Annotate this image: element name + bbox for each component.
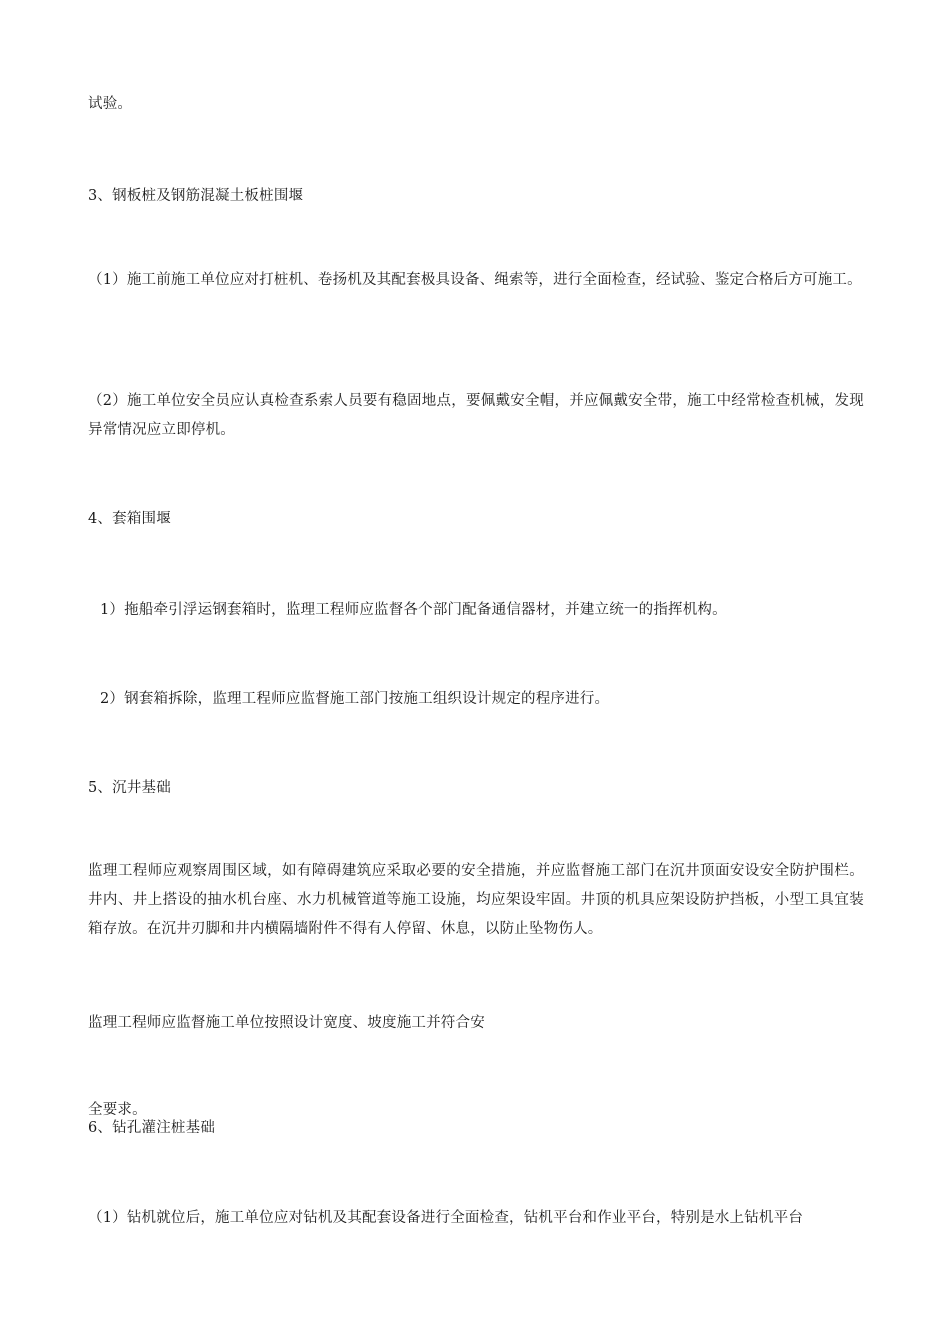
section-heading: 3、钢板桩及钢筋混凝土板桩围堰 (88, 188, 304, 204)
list-item: 2）钢套箱拆除，监理工程师应监督施工部门按施工组织设计规定的程序进行。 (100, 691, 610, 707)
paragraph: （1）钻机就位后，施工单位应对钻机及其配套设备进行全面检查，钻机平台和作业平台，特别是水上钻机平台 (88, 1210, 804, 1226)
paragraph: （2）施工单位安全员应认真检查系索人员要有稳固地点，要佩戴安全帽，并应佩戴安全带，施工中经常检查机械，发现异常情况应立即停机。 (88, 393, 864, 438)
text-line: 试验。 (88, 96, 133, 112)
paragraph: 监理工程师应观察周围区域，如有障碍建筑应采取必要的安全措施，并应监督施工部门在沉井顶面安设安全防护围栏。井内、井上搭设的抽水机台座、水力机械管道等施工设施，均应架设牢固。井顶的机具应架设防护挡板，小型工具宜装箱存放。在沉井刃脚和井内横隔墙附件不得有人停留、休息，以防止坠物伤人。 (88, 863, 864, 937)
section-heading: 6、钻孔灌注桩基础 (88, 1120, 216, 1136)
text-line: 监理工程师应监督施工单位按照设计宽度、坡度施工并符合安 (88, 1015, 485, 1031)
list-item: 1）拖船牵引浮运钢套箱时，监理工程师应监督各个部门配备通信器材，并建立统一的指挥机构。 (100, 602, 727, 618)
paragraph: （1）施工前施工单位应对打桩机、卷扬机及其配套极具设备、绳索等，进行全面检查，经试验、鉴定合格后方可施工。 (88, 272, 862, 288)
text-line: 全要求。 (88, 1102, 147, 1118)
section-heading: 5、沉井基础 (88, 780, 171, 796)
section-heading: 4、套箱围堰 (88, 511, 171, 527)
